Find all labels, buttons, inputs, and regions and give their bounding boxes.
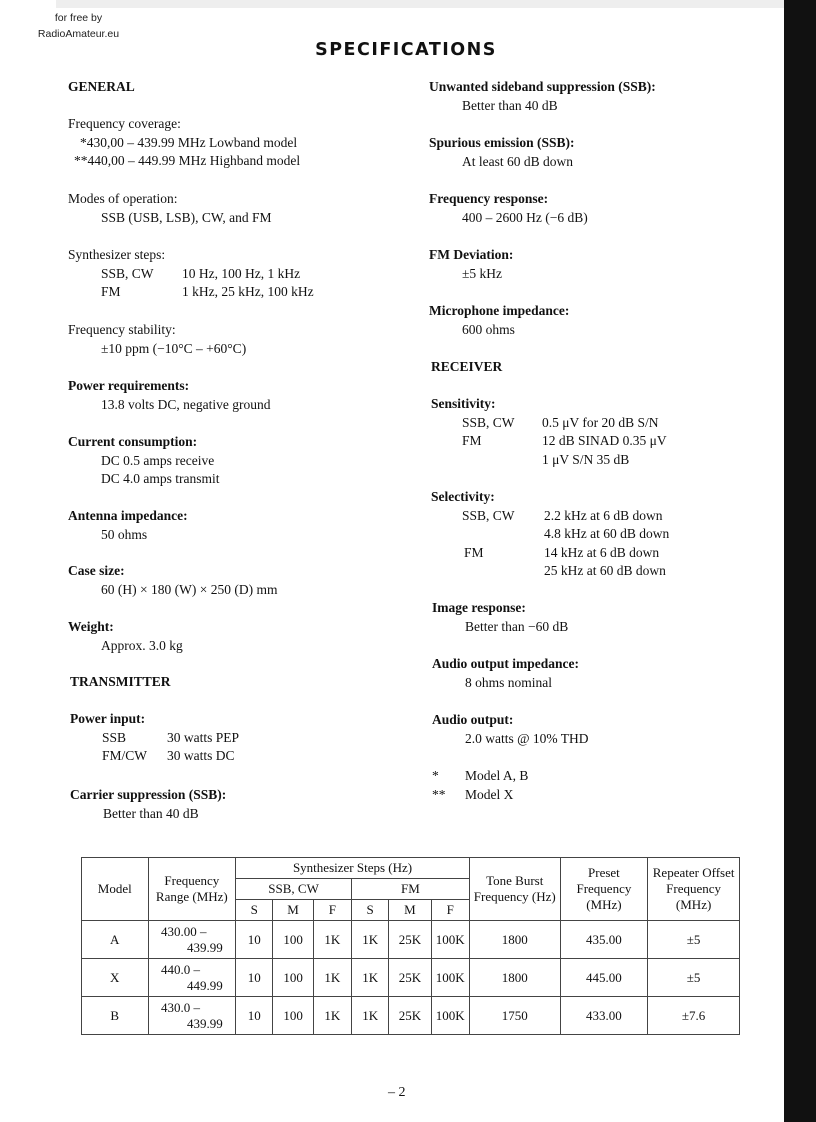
audio-impedance-label: Audio output impedance: xyxy=(432,656,580,671)
audio-impedance-block xyxy=(432,655,579,692)
header-repeater: Repeater Offset Frequency (MHz) xyxy=(648,858,740,921)
power-input-label: Power input: xyxy=(70,711,146,726)
modes-value: SSB (USB, LSB), CW, and FM xyxy=(101,209,272,225)
table-row xyxy=(82,921,740,959)
carrier-block xyxy=(70,786,226,823)
transmitter-heading: TRANSMITTER xyxy=(70,674,171,689)
image-response-block xyxy=(432,599,568,636)
frequency-coverage-block xyxy=(68,115,300,171)
freq-response-label: Frequency response: xyxy=(429,191,549,206)
selectivity-ssb-value2: 4.8 kHz at 60 dB down xyxy=(544,526,670,542)
cell-fm-s: 1K xyxy=(352,997,389,1035)
current-block xyxy=(68,433,220,489)
antenna-block xyxy=(68,507,188,544)
selectivity-fm-value1: 14 kHz at 6 dB down xyxy=(544,544,660,560)
range-end: 439.99 xyxy=(186,939,223,955)
audio-impedance-value: 8 ohms nominal xyxy=(465,674,552,690)
sensitivity-ssb-mode: SSB, CW xyxy=(462,414,515,430)
range-end: 449.99 xyxy=(186,977,223,993)
footnote1-mark: * xyxy=(432,768,439,783)
synth-steps-block xyxy=(68,246,314,302)
antenna-value: 50 ohms xyxy=(101,526,148,542)
stability-value: ±10 ppm (−10°C – +60°C) xyxy=(101,340,247,356)
general-heading: GENERAL xyxy=(68,79,135,94)
page-title: SPECIFICATIONS xyxy=(315,40,497,60)
range-start: 440.0 – xyxy=(160,961,200,977)
frequency-coverage-label: Frequency coverage: xyxy=(68,116,181,131)
fm-deviation-block xyxy=(429,246,513,283)
cell-ssb-m: 100 xyxy=(273,921,313,959)
weight-value: Approx. 3.0 kg xyxy=(101,637,183,653)
footnote2-mark: ** xyxy=(432,786,446,802)
carrier-value: Better than 40 dB xyxy=(103,805,199,821)
frequency-coverage-low: *430,00 – 439.99 MHz Lowband model xyxy=(80,134,298,150)
spurious-block xyxy=(429,134,575,171)
audio-output-block xyxy=(432,711,589,748)
audio-output-label: Audio output: xyxy=(432,712,514,727)
sensitivity-fm-mode: FM xyxy=(462,433,482,449)
cell-range xyxy=(148,997,236,1035)
cell-ssb-s: 10 xyxy=(236,959,273,997)
cell-tone: 1800 xyxy=(469,921,560,959)
cell-tone: 1750 xyxy=(469,997,560,1035)
general-section xyxy=(68,78,135,97)
power-input-fm-value: 30 watts DC xyxy=(167,748,235,764)
stability-label: Frequency stability: xyxy=(68,322,176,337)
model-table xyxy=(81,857,740,1035)
selectivity-ssb-mode: SSB, CW xyxy=(462,507,515,523)
selectivity-ssb-value1: 2.2 kHz at 6 dB down xyxy=(544,507,663,523)
antenna-label: Antenna impedance: xyxy=(68,508,188,523)
selectivity-block xyxy=(431,488,670,581)
cell-fm-f: 100K xyxy=(431,921,469,959)
image-response-value: Better than −60 dB xyxy=(465,618,569,634)
cell-ssb-s: 10 xyxy=(236,997,273,1035)
case-value: 60 (H) × 180 (W) × 250 (D) mm xyxy=(101,581,278,597)
sensitivity-fm-value2: 1 μV S/N 35 dB xyxy=(542,451,630,467)
transmitter-section xyxy=(70,673,171,692)
cell-preset: 433.00 xyxy=(560,997,648,1035)
cell-fm-f: 100K xyxy=(431,997,469,1035)
header-sub-f2: F xyxy=(431,900,469,921)
weight-label: Weight: xyxy=(68,619,114,634)
mic-label: Microphone impedance: xyxy=(429,303,570,318)
cell-preset: 435.00 xyxy=(560,921,648,959)
receiver-heading: RECEIVER xyxy=(431,359,503,374)
fm-deviation-value: ±5 kHz xyxy=(462,265,503,281)
header-sub-f1: F xyxy=(313,900,351,921)
header-range: Frequency Range (MHz) xyxy=(148,858,236,921)
cell-fm-m: 25K xyxy=(389,921,431,959)
power-req-label: Power requirements: xyxy=(68,378,190,393)
cell-fm-m: 25K xyxy=(389,959,431,997)
header-synth: Synthesizer Steps (Hz) xyxy=(236,858,470,879)
cell-preset: 445.00 xyxy=(560,959,648,997)
watermark-line1: for free by xyxy=(54,12,103,24)
power-input-ssb-value: 30 watts PEP xyxy=(167,729,240,745)
modes-block xyxy=(68,190,272,227)
freq-response-value: 400 – 2600 Hz (−6 dB) xyxy=(462,209,588,225)
cell-fm-s: 1K xyxy=(352,921,389,959)
spurious-value: At least 60 dB down xyxy=(462,153,573,169)
unwanted-value: Better than 40 dB xyxy=(462,97,558,113)
table-row xyxy=(82,997,740,1035)
header-model: Model xyxy=(82,858,149,921)
header-ssbcw: SSB, CW xyxy=(236,879,352,900)
cell-offset: ±5 xyxy=(648,921,740,959)
cell-tone: 1800 xyxy=(469,959,560,997)
cell-ssb-m: 100 xyxy=(273,959,313,997)
scan-top-shade xyxy=(56,0,784,8)
current-tx: DC 4.0 amps transmit xyxy=(101,471,220,487)
synth-fm-mode: FM xyxy=(101,284,121,300)
audio-output-value: 2.0 watts @ 10% THD xyxy=(465,730,589,746)
header-sub-m2: M xyxy=(389,900,431,921)
synth-ssb-mode: SSB, CW xyxy=(101,265,154,281)
cell-ssb-f: 1K xyxy=(313,997,351,1035)
scan-edge-shadow xyxy=(784,0,816,1122)
table-row xyxy=(82,959,740,997)
synth-fm-steps: 1 kHz, 25 kHz, 100 kHz xyxy=(182,284,314,300)
mic-value: 600 ohms xyxy=(462,321,515,337)
range-start: 430.0 – xyxy=(160,999,200,1015)
receiver-section xyxy=(431,358,502,377)
cell-model: X xyxy=(82,959,149,997)
synth-ssb-steps: 10 Hz, 100 Hz, 1 kHz xyxy=(182,265,301,281)
header-sub-m1: M xyxy=(273,900,313,921)
current-label: Current consumption: xyxy=(68,434,198,449)
watermark-line2: RadioAmateur.eu xyxy=(37,28,120,40)
modes-label: Modes of operation: xyxy=(68,191,178,206)
cell-fm-s: 1K xyxy=(352,959,389,997)
cell-ssb-f: 1K xyxy=(313,921,351,959)
header-sub-s2: S xyxy=(352,900,389,921)
selectivity-fm-value2: 25 kHz at 60 dB down xyxy=(544,563,666,579)
header-preset: Preset Frequency (MHz) xyxy=(560,858,648,921)
power-input-block xyxy=(70,710,240,766)
footnote1-text: Model A, B xyxy=(465,768,529,783)
synth-steps-label: Synthesizer steps: xyxy=(68,247,166,262)
image-response-label: Image response: xyxy=(432,600,526,615)
mic-block xyxy=(429,302,569,339)
cell-offset: ±7.6 xyxy=(648,997,740,1035)
selectivity-fm-mode: FM xyxy=(464,544,484,560)
spurious-label: Spurious emission (SSB): xyxy=(429,135,575,150)
case-label: Case size: xyxy=(68,563,125,578)
sensitivity-label: Sensitivity: xyxy=(431,396,496,411)
fm-deviation-label: FM Deviation: xyxy=(429,247,514,262)
cell-range xyxy=(148,921,236,959)
cell-ssb-f: 1K xyxy=(313,959,351,997)
cell-range xyxy=(148,959,236,997)
cell-ssb-s: 10 xyxy=(236,921,273,959)
header-tone: Tone Burst Frequency (Hz) xyxy=(469,858,560,921)
stability-block xyxy=(68,321,246,358)
footnote2-text: Model X xyxy=(465,786,514,802)
cell-model: A xyxy=(82,921,149,959)
sensitivity-ssb-value: 0.5 μV for 20 dB S/N xyxy=(542,414,659,430)
power-req-block xyxy=(68,377,270,414)
weight-block xyxy=(68,618,183,655)
header-fm: FM xyxy=(352,879,470,900)
unwanted-label: Unwanted sideband suppression (SSB): xyxy=(429,79,656,94)
cell-model: B xyxy=(82,997,149,1035)
power-input-fm-mode: FM/CW xyxy=(102,748,148,764)
selectivity-label: Selectivity: xyxy=(431,489,495,504)
current-rx: DC 0.5 amps receive xyxy=(101,452,215,468)
sensitivity-fm-value1: 12 dB SINAD 0.35 μV xyxy=(542,433,667,449)
sensitivity-block xyxy=(431,395,667,469)
cell-fm-m: 25K xyxy=(389,997,431,1035)
carrier-label: Carrier suppression (SSB): xyxy=(70,787,227,802)
cell-fm-f: 100K xyxy=(431,959,469,997)
cell-offset: ±5 xyxy=(648,959,740,997)
freq-response-block xyxy=(429,190,588,227)
range-start: 430.00 – xyxy=(160,923,207,939)
unwanted-block xyxy=(429,78,656,115)
page-number: – 2 xyxy=(388,1085,406,1100)
header-sub-s1: S xyxy=(236,900,273,921)
cell-ssb-m: 100 xyxy=(273,997,313,1035)
range-end: 439.99 xyxy=(186,1015,223,1031)
case-block xyxy=(68,562,277,599)
frequency-coverage-high: **440,00 – 449.99 MHz Highband model xyxy=(74,153,301,169)
power-req-value: 13.8 volts DC, negative ground xyxy=(101,396,271,412)
power-input-ssb-mode: SSB xyxy=(102,729,127,745)
